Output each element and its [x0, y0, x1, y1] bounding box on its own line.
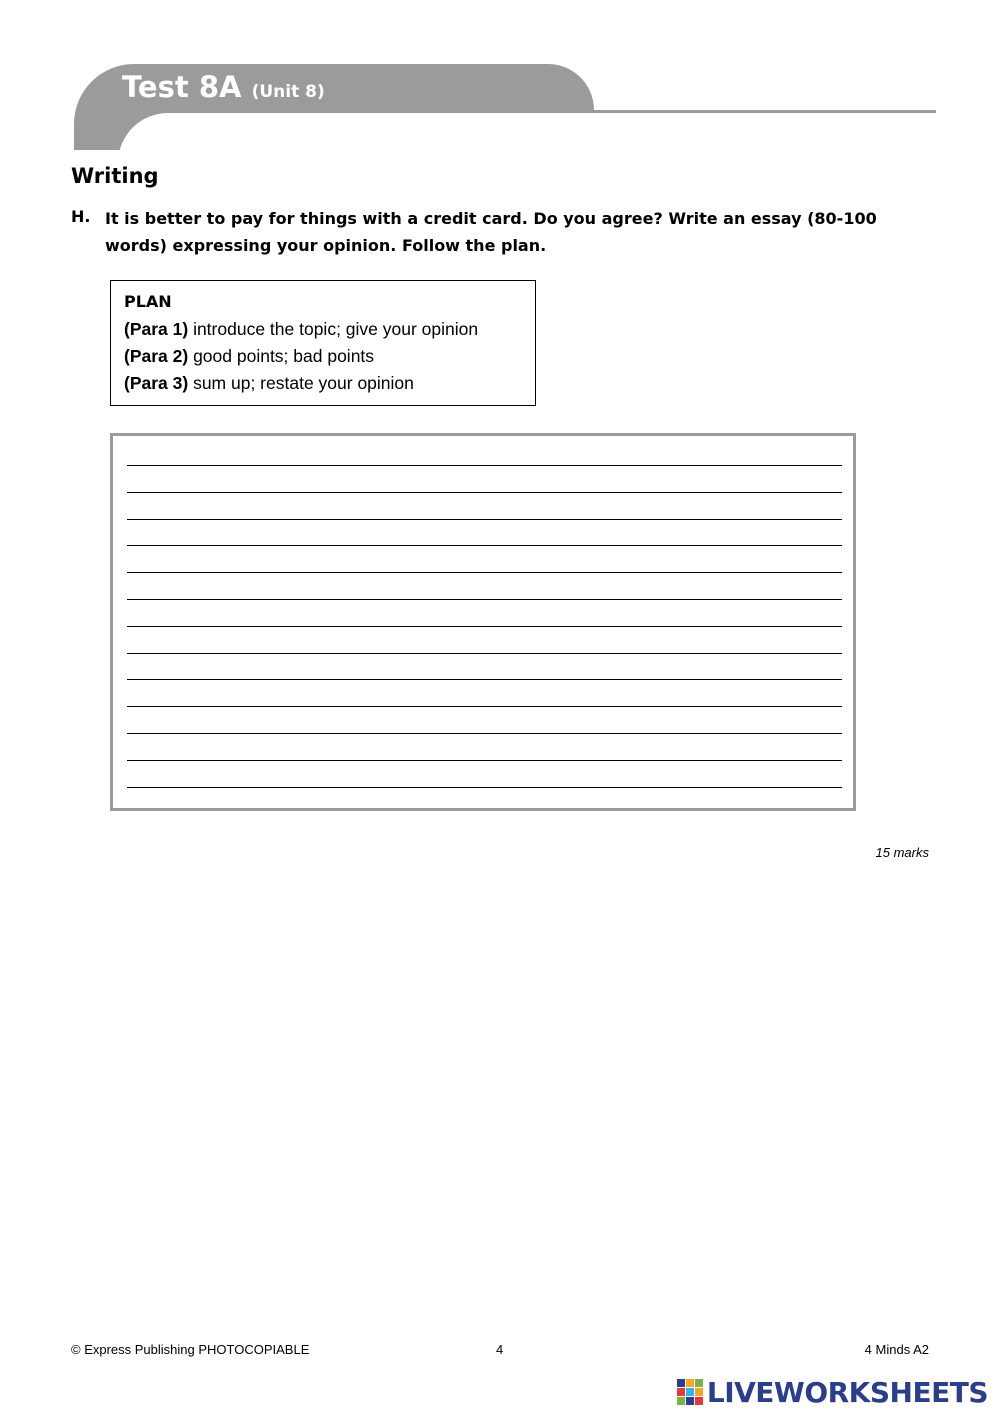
plan-item-text: sum up; restate your opinion [188, 373, 414, 393]
answer-line[interactable] [127, 492, 842, 493]
answer-line[interactable] [127, 679, 842, 680]
answer-line[interactable] [127, 572, 842, 573]
plan-title: PLAN [124, 292, 172, 311]
liveworksheets-logo-text: LIVEWORKSHEETS [706, 1375, 988, 1409]
answer-line[interactable] [127, 733, 842, 734]
liveworksheets-logo-icon [677, 1379, 703, 1405]
unit-subtitle: (Unit 8) [251, 82, 325, 102]
footer-copyright: © Express Publishing PHOTOCOPIABLE [71, 1342, 310, 1357]
marks-label: 15 marks [875, 845, 929, 860]
footer-page-number: 4 [496, 1342, 504, 1357]
plan-item [124, 346, 374, 367]
liveworksheets-watermark [677, 1374, 988, 1410]
task-letter: H. [71, 207, 91, 226]
answer-line[interactable] [127, 599, 842, 600]
plan-box [110, 280, 536, 406]
answer-line[interactable] [127, 519, 842, 520]
plan-item-label: (Para 3) [124, 373, 189, 393]
answer-line[interactable] [127, 626, 842, 627]
essay-answer-area[interactable] [110, 433, 856, 811]
answer-line[interactable] [127, 706, 842, 707]
test-title: Test 8A [122, 70, 242, 104]
plan-item [124, 373, 414, 394]
header-rule [594, 110, 936, 113]
header-tab-curve [118, 113, 596, 173]
plan-item-label: (Para 2) [124, 346, 189, 366]
section-title: Writing [71, 164, 159, 188]
plan-item-text: introduce the topic; give your opinion [188, 319, 479, 339]
footer-book-title: 4 Minds A2 [864, 1342, 929, 1357]
plan-item-text: good points; bad points [188, 346, 375, 366]
plan-item-label: (Para 1) [124, 319, 189, 339]
answer-line[interactable] [127, 465, 842, 466]
answer-line[interactable] [127, 787, 842, 788]
plan-item [124, 319, 478, 340]
page-title [122, 70, 325, 104]
answer-line[interactable] [127, 760, 842, 761]
task-instructions: It is better to pay for things with a credit card. Do you agree? Write an essay (80-100 words) expressing your opinion. Follow the plan. [105, 209, 877, 255]
answer-line[interactable] [127, 545, 842, 546]
answer-line[interactable] [127, 653, 842, 654]
